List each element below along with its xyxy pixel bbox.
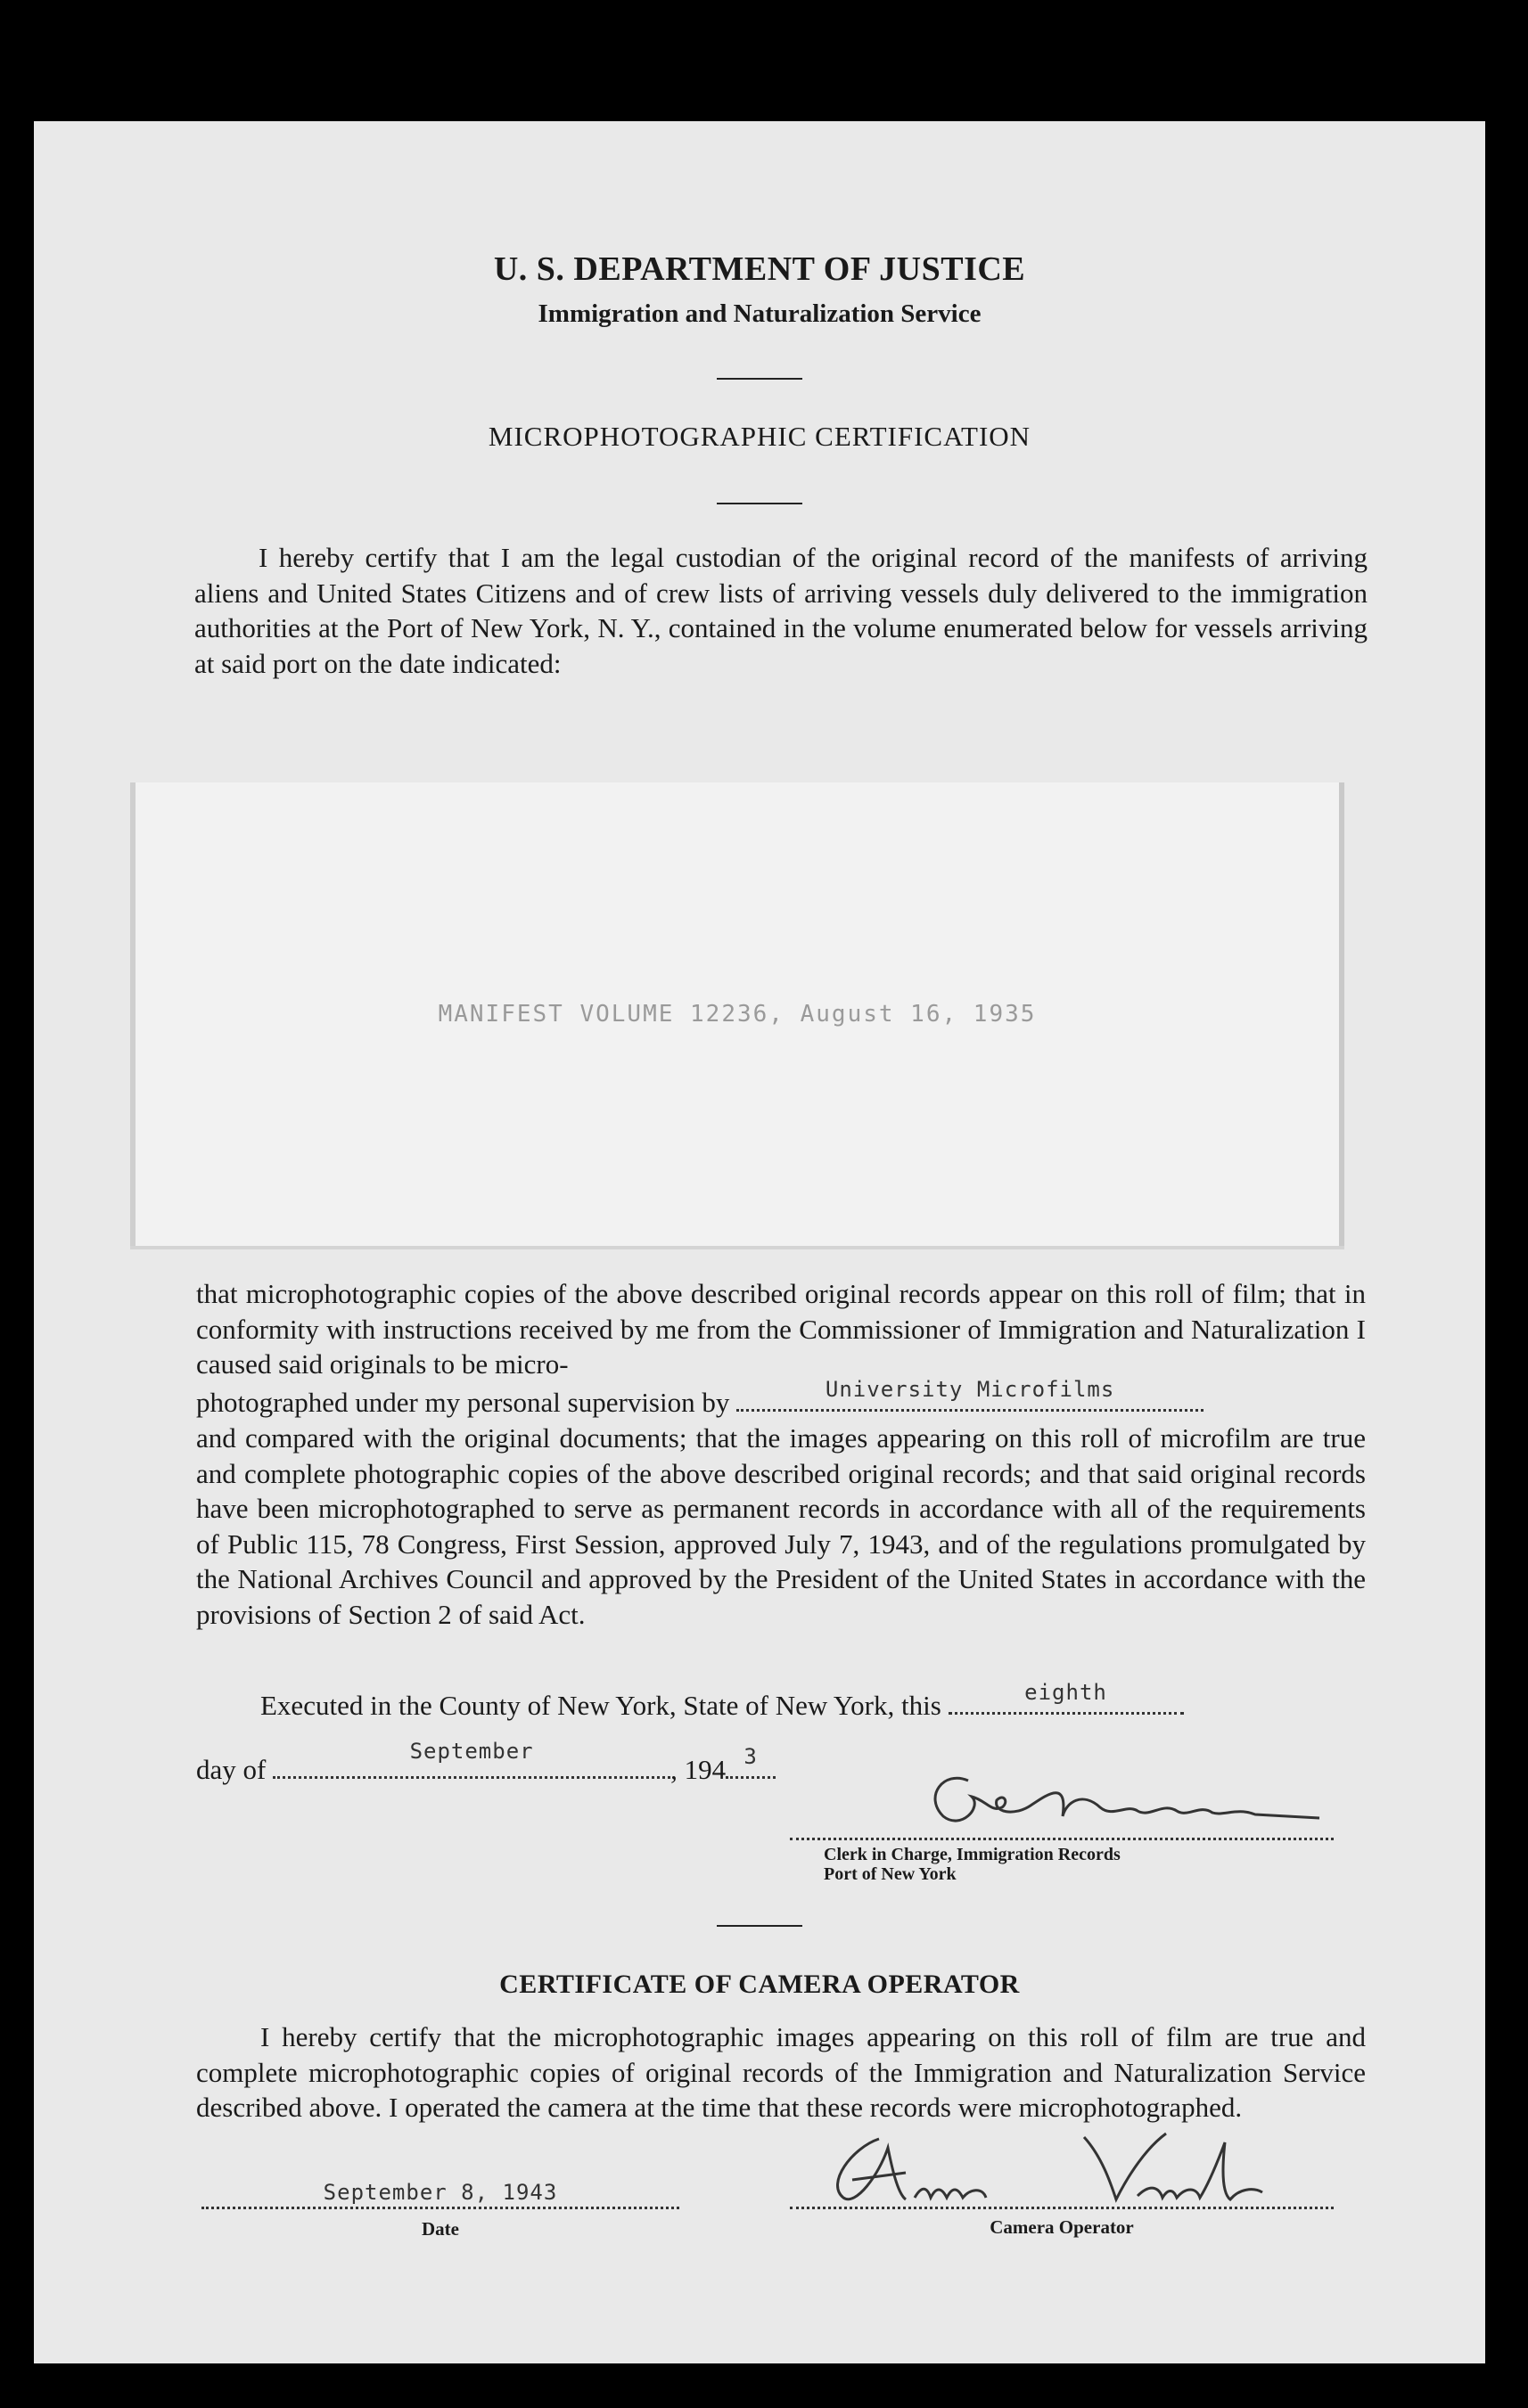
executed-prefix: Executed in the County of New York, State of New York, this	[260, 1690, 941, 1721]
divider	[717, 378, 802, 380]
certification-title: MICROPHOTOGRAPHIC CERTIFICATION	[488, 421, 1031, 452]
divider	[717, 503, 802, 504]
manifest-label-card	[130, 782, 1344, 1246]
date-field	[201, 2175, 679, 2209]
certificate-page	[34, 121, 1485, 2363]
service-subheading: Immigration and Naturalization Service	[538, 299, 982, 328]
supervision-line	[196, 1376, 1366, 1421]
day-of-label: day of	[196, 1754, 267, 1785]
clerk-title-line-2: Port of New York	[824, 1864, 957, 1884]
body-paragraph-2	[196, 1421, 1366, 1632]
body-text-1: that microphotographic copies of the above described original records appear on this roll of film; that in conformity with instructions received by me from the Commissioner of Immigration and Naturalization I caused said originals to be micro-	[196, 1278, 1366, 1380]
intro-text: I hereby certify that I am the legal custodian of the original record of the manifests of arriving aliens and United States Citizens and of crew lists of arriving vessels duly delivered to the immigration authorities at the Port of New York, N. Y., contained in the volume enumerated below for vessels arriving at said port on the date indicated:	[194, 542, 1368, 679]
supervision-prefix: photographed under my personal supervision by	[196, 1387, 730, 1418]
supervision-field	[736, 1376, 1204, 1412]
clerk-title	[824, 1845, 1359, 1884]
day-of-line	[196, 1738, 998, 1788]
month-field	[273, 1738, 670, 1779]
year-prefix: , 194	[670, 1754, 727, 1785]
divider	[717, 1925, 802, 1927]
month-value: September	[409, 1738, 534, 1764]
supervision-by-value: University Microfilms	[825, 1376, 1115, 1402]
clerk-title-line-1: Clerk in Charge, Immigration Records	[824, 1845, 1121, 1864]
executed-line	[260, 1679, 1366, 1724]
date-label: Date	[422, 2218, 459, 2240]
year-digit-field	[726, 1743, 776, 1779]
operator-label: Camera Operator	[990, 2216, 1134, 2238]
department-heading: U. S. DEPARTMENT OF JUSTICE	[493, 250, 1026, 288]
operator-signature	[817, 2121, 1280, 2210]
camera-paragraph	[196, 2019, 1366, 2125]
year-digit-value: 3	[743, 1743, 758, 1769]
date-value: September 8, 1943	[323, 2180, 558, 2205]
clerk-signature	[916, 1761, 1327, 1841]
camera-heading: CERTIFICATE OF CAMERA OPERATOR	[499, 1970, 1020, 1999]
manifest-label: MANIFEST VOLUME 12236, August 16, 1935	[438, 1001, 1037, 1028]
body-paragraph-1	[196, 1276, 1366, 1382]
intro-paragraph	[194, 540, 1368, 681]
executed-day-value: eighth	[1024, 1679, 1107, 1705]
body-text-2: and compared with the original documents; that the images appearing on this roll of microfilm are true and complete photographic copies of the above described original records; and that said original records have been microphotographed to serve as permanent records in accordance with all of the requirements of Public 115, 78 Congress, First Session, approved July 7, 1943, and of the regulations promulgated by the National Archives Council and approved by the President of the United States in accordance with the provisions of Section 2 of said Act.	[196, 1422, 1366, 1630]
executed-day-field	[949, 1679, 1184, 1715]
camera-text: I hereby certify that the microphotographic images appearing on this roll of film are true and complete microphotographic copies of original records of the Immigration and Naturalization Service described above. I operated the camera at the time that these records were microphotographed.	[196, 2021, 1366, 2123]
